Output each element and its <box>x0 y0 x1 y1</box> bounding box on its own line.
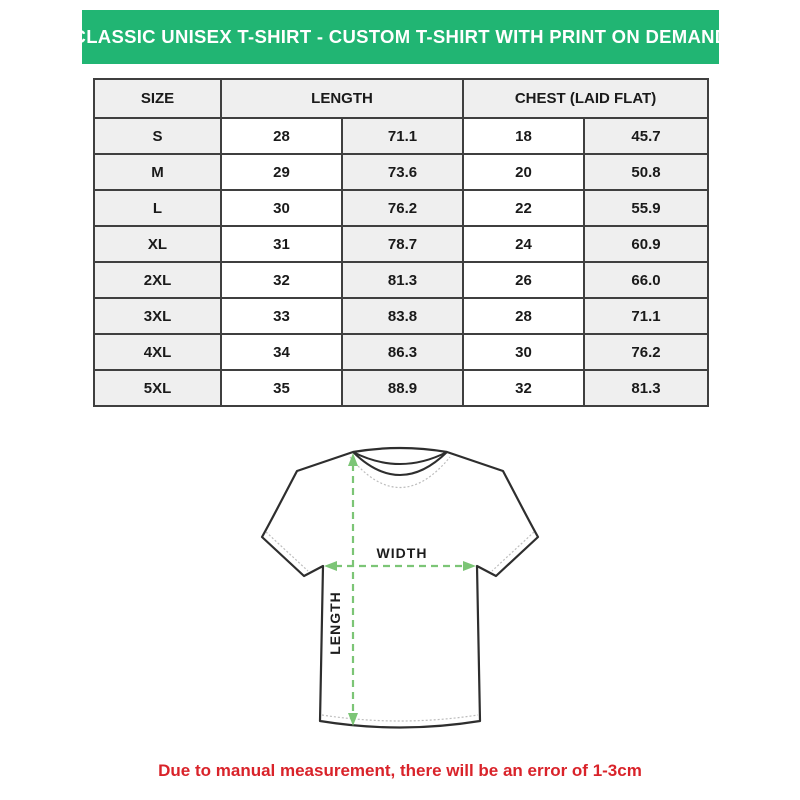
length-in-cell: 29 <box>221 154 342 190</box>
header-row <box>94 79 708 118</box>
table-row <box>94 298 708 334</box>
table-row <box>94 334 708 370</box>
size-cell: 5XL <box>94 370 221 406</box>
size-cell: L <box>94 190 221 226</box>
chest-in-cell: 32 <box>463 370 584 406</box>
size-cell: 4XL <box>94 334 221 370</box>
size-cell: XL <box>94 226 221 262</box>
col-header-size: SIZE <box>94 79 221 118</box>
size-cell: 3XL <box>94 298 221 334</box>
table-row <box>94 262 708 298</box>
length-in-cell: 34 <box>221 334 342 370</box>
size-cell: 2XL <box>94 262 221 298</box>
length-cm-cell: 86.3 <box>342 334 463 370</box>
chest-in-cell: 20 <box>463 154 584 190</box>
length-cm-cell: 71.1 <box>342 118 463 154</box>
chest-cm-cell: 71.1 <box>584 298 708 334</box>
chest-cm-cell: 45.7 <box>584 118 708 154</box>
tshirt-graphic <box>250 438 550 750</box>
chest-in-cell: 22 <box>463 190 584 226</box>
size-cell: M <box>94 154 221 190</box>
length-in-cell: 35 <box>221 370 342 406</box>
chest-cm-cell: 76.2 <box>584 334 708 370</box>
title-banner <box>72 10 729 64</box>
table-row <box>94 226 708 262</box>
chest-in-cell: 30 <box>463 334 584 370</box>
col-header-chest: CHEST (LAID FLAT) <box>463 79 708 118</box>
page-title: CLASSIC UNISEX T-SHIRT - CUSTOM T-SHIRT WITH PRINT ON DEMAND <box>72 26 729 47</box>
table-row <box>94 118 708 154</box>
length-in-cell: 31 <box>221 226 342 262</box>
width-label: WIDTH <box>376 545 428 561</box>
chest-cm-cell: 81.3 <box>584 370 708 406</box>
chest-in-cell: 24 <box>463 226 584 262</box>
length-in-cell: 30 <box>221 190 342 226</box>
length-cm-cell: 78.7 <box>342 226 463 262</box>
length-cm-cell: 83.8 <box>342 298 463 334</box>
length-cm-cell: 81.3 <box>342 262 463 298</box>
tshirt-diagram <box>250 438 550 750</box>
measurement-error-note: Due to manual measurement, there will be an error of 1-3cm <box>158 761 642 780</box>
length-in-cell: 28 <box>221 118 342 154</box>
length-cm-cell: 73.6 <box>342 154 463 190</box>
col-header-length: LENGTH <box>221 79 463 118</box>
tshirt-outline <box>262 448 538 728</box>
chest-cm-cell: 66.0 <box>584 262 708 298</box>
chest-in-cell: 18 <box>463 118 584 154</box>
table-row <box>94 190 708 226</box>
table-row <box>94 370 708 406</box>
length-in-cell: 32 <box>221 262 342 298</box>
size-chart-table <box>93 78 709 407</box>
length-cm-cell: 88.9 <box>342 370 463 406</box>
size-cell: S <box>94 118 221 154</box>
chest-in-cell: 28 <box>463 298 584 334</box>
chest-in-cell: 26 <box>463 262 584 298</box>
length-label: LENGTH <box>327 591 343 655</box>
chest-cm-cell: 60.9 <box>584 226 708 262</box>
table-row <box>94 154 708 190</box>
length-cm-cell: 76.2 <box>342 190 463 226</box>
chest-cm-cell: 55.9 <box>584 190 708 226</box>
chest-cm-cell: 50.8 <box>584 154 708 190</box>
length-in-cell: 33 <box>221 298 342 334</box>
